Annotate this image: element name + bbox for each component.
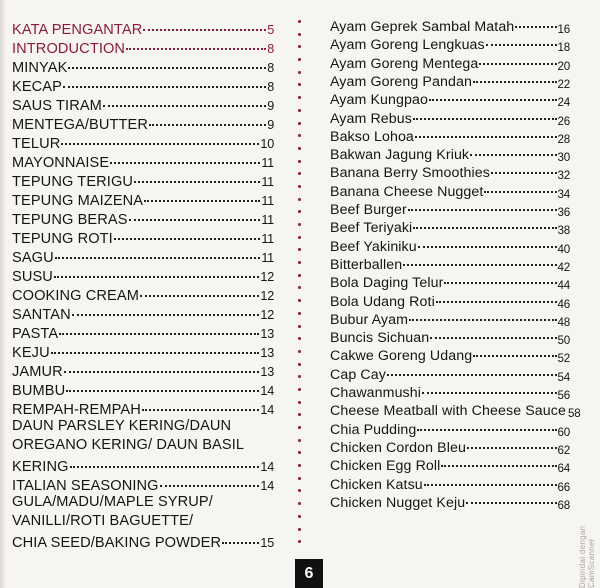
toc-entry-title: TEPUNG ROTI [12,231,113,247]
toc-entry-page: 26 [557,114,570,128]
dot-leader [415,122,557,138]
dot-leader [430,323,556,339]
toc-entry-title: SANTAN [12,307,71,323]
toc-entry-page: 10 [260,137,274,151]
toc-entry-title: Cakwe Goreng Udang [330,348,473,365]
toc-entry-page: 13 [260,365,274,379]
divider-dot [298,198,301,201]
toc-entry-page: 42 [557,260,570,274]
dot-leader [441,451,556,467]
toc-entry-title: TELUR [12,136,61,152]
toc-entry-page: 8 [267,80,274,94]
divider-dot [298,96,301,99]
toc-entry-page: 58 [567,407,581,421]
dot-leader [436,287,557,303]
toc-entry-title: COOKING CREAM [12,288,139,304]
divider-dot [298,20,301,23]
dot-leader [444,268,556,284]
toc-entry-title: SAGU [12,250,54,266]
dot-leader [129,205,261,221]
toc-entry[interactable] [12,398,274,419]
dot-leader [387,360,557,376]
dot-leader [61,129,259,145]
toc-entry-title: KECAP [12,79,62,95]
dot-leader [413,213,556,229]
dot-leader [134,167,260,183]
toc-entry-page: 11 [261,194,274,208]
toc-entry-page: 14 [260,460,274,474]
divider-dot [298,299,301,302]
dot-leader [110,148,260,164]
toc-entry-page: 5 [267,23,274,37]
toc-entry[interactable] [12,493,274,511]
toc-entry[interactable] [12,417,274,435]
divider-dot [298,185,301,188]
toc-entry-title: TEPUNG BERAS [12,212,128,228]
toc-entry-title: Chicken Cordon Bleu [330,439,466,456]
dot-leader [422,378,557,394]
toc-entry-page: 11 [261,175,274,189]
toc-entry-title: KEJU [12,345,50,361]
divider-dot [298,160,301,163]
dot-leader [126,34,266,50]
dot-leader [144,186,260,202]
toc-entry-page: 46 [557,297,570,311]
toc-entry-title: ITALIAN SEASONING [12,478,159,494]
toc-entry-page: 14 [260,384,274,398]
toc-entry-title: Bubur Ayam [330,311,409,328]
dot-leader [63,72,266,88]
toc-entry-title: Cap Cay [330,366,386,383]
toc-entry-title: VANILLI/ROTI BAGUETTE/ [12,513,194,529]
toc-entry-page: 20 [557,59,570,73]
divider-dot [298,33,301,36]
dot-leader [70,452,260,468]
toc-entry-title: OREGANO KERING/ DAUN BASIL [12,437,245,453]
dot-leader [64,357,260,373]
dot-leader [55,243,261,259]
dot-leader [486,30,557,46]
dot-leader [103,91,266,107]
scanner-watermark: Dipindai dengan CamScanner [578,525,596,588]
toc-entry-title: INTRODUCTION [12,41,126,57]
toc-entry-title: Ayam Geprek Sambal Matah [330,19,515,35]
divider-dot [298,83,301,86]
toc-entry-page: 13 [260,327,274,341]
dot-leader [160,471,260,487]
toc-entry-page: 11 [261,251,274,265]
toc-entry-title: Banana Berry Smoothies [330,165,490,182]
divider-dot [298,413,301,416]
toc-entry-title: Chia Pudding [330,421,417,438]
toc-entry-title: KATA PENGANTAR [12,22,143,38]
dot-leader [470,140,556,156]
toc-entry-page: 40 [557,242,570,256]
toc-entry-title: Buncis Sichuan [330,330,430,347]
dot-leader [72,300,260,316]
toc-entry-page: 15 [260,536,274,550]
toc-entry-page: 44 [557,279,570,293]
toc-entry-title: Bola Daging Telur [330,275,444,292]
divider-dot [298,515,301,518]
toc-entry-page: 66 [557,480,570,494]
divider-dot [298,45,301,48]
toc-entry-page: 22 [557,77,570,91]
toc-entry-title: Chawanmushi [330,385,421,401]
toc-entry-title: Chicken Egg Roll [330,458,441,475]
toc-entry-title: Chicken Nugget Keju [330,494,466,511]
dot-leader [66,376,259,392]
toc-entry-title: MAYONNAISE [12,155,110,171]
toc-entry-page: 12 [260,308,274,322]
toc-entry-title: GULA/MADU/MAPLE SYRUP/ [12,494,213,510]
toc-entry-page: 14 [260,403,274,417]
dot-leader [484,177,556,193]
dot-leader [408,195,557,211]
divider-dot [298,363,301,366]
toc-entry-page: 13 [260,346,274,360]
toc-entry-page: 56 [557,389,570,402]
dot-leader [491,158,557,174]
toc-entry-title: BUMBU [12,383,66,399]
toc-entry-page: 50 [557,334,570,348]
dot-leader [467,433,557,449]
dot-leader [473,341,556,357]
toc-entry-title: Ayam Goreng Lengkuas [330,37,485,54]
dot-leader [424,470,557,486]
toc-entry-page: 11 [261,232,274,246]
divider-dot [298,134,301,137]
divider-dot [298,312,301,315]
toc-entry-title: Bola Udang Roti [330,293,435,310]
toc-entry-title: Ayam Rebus [330,110,412,127]
toc-entry-title: Ayam Kungpao [330,92,428,109]
divider-dot [298,451,301,454]
dot-leader [59,319,259,335]
toc-entry-page: 54 [557,370,570,384]
toc-entry-title: Beef Yakiniku [330,238,417,255]
toc-entry-page: 18 [557,41,570,55]
toc-entry[interactable] [330,491,570,513]
dot-leader [413,104,557,120]
dot-leader [54,262,259,278]
page-edge-shadow [0,0,6,588]
divider-dot [298,172,301,175]
divider-dot [298,375,301,378]
divider-dot [298,248,301,251]
dot-leader [403,250,556,266]
divider-dot [298,286,301,289]
toc-entry-title: Bakso Lohoa [330,128,414,145]
toc-entry-page: 32 [557,169,570,183]
divider-dot [298,426,301,429]
dot-leader [515,12,556,28]
divider-dot [298,236,301,239]
toc-entry-title: CHIA SEED/BAKING POWDER [12,535,222,551]
dot-leader [149,110,266,126]
divider-dot [298,439,301,442]
toc-entry[interactable] [12,474,274,495]
toc-entry-page: 60 [557,425,570,439]
divider-dot [298,122,301,125]
toc-entry[interactable] [12,531,274,552]
toc-entry-page: 38 [557,224,570,238]
toc-entry-page: 16 [557,23,570,36]
divider-dot [298,401,301,404]
toc-entry-page: 8 [267,42,274,56]
dot-leader [417,415,556,431]
divider-dot [298,464,301,467]
divider-dot [298,337,301,340]
toc-entry-page: 30 [557,151,570,165]
divider-dot [298,210,301,213]
dot-leader [143,15,266,31]
divider-dot [298,109,301,112]
toc-entry-title: Ayam Goreng Mentega [330,55,479,72]
toc-entry-title: Chicken Katsu [330,476,423,493]
toc-entry-page: 11 [261,213,274,227]
dot-leader [479,49,556,65]
divider-dot [298,350,301,353]
divider-dot [298,274,301,277]
toc-entry-title: SAUS TIRAM [12,98,102,114]
toc-entry-page: 9 [267,99,274,113]
toc-entry-page: 12 [260,270,274,284]
toc-entry-page: 62 [557,443,570,457]
toc-entry-title: TEPUNG TERIGU [12,174,134,190]
toc-entry-page: 9 [267,118,274,132]
dot-leader [142,395,260,411]
divider-dot [298,261,301,264]
toc-entry-title: KERING [12,459,69,475]
toc-entry-title: PASTA [12,326,59,342]
toc-entry-title: MENTEGA/BUTTER [12,117,148,133]
toc-entry-title: Ayam Goreng Pandan [330,73,472,90]
toc-entry-page: 28 [557,132,570,146]
divider-dot [298,71,301,74]
toc-entry-page: 36 [557,206,570,219]
dot-leader [114,224,260,240]
divider-dot [298,489,301,492]
dot-leader [51,338,260,354]
divider-dot [298,540,301,543]
toc-entry-title: MINYAK [12,60,68,76]
divider-dot [298,58,301,61]
dot-leader [222,528,259,544]
toc-entry-page: 34 [557,187,570,201]
toc-entry-page: 12 [260,289,274,303]
toc-entry-title: SUSU [12,269,53,285]
divider-dot [298,325,301,328]
dot-leader [429,85,557,101]
toc-entry-title: Beef Burger [330,202,407,218]
toc-entry-page: 24 [557,96,570,110]
divider-dot [298,388,301,391]
toc-entry-title: Bitterballen [330,256,403,273]
toc-entry-title: DAUN PARSLEY KERING/DAUN [12,418,232,434]
toc-entry-page: 14 [260,479,274,493]
divider-dot [298,477,301,480]
toc-entry-title: Bakwan Jagung Kriuk [330,147,470,164]
dot-leader [473,67,557,83]
toc-entry-page: 68 [557,498,570,512]
divider-dot [298,528,301,531]
toc-entry-title: JAMUR [12,364,63,380]
toc-entry-page: 48 [557,315,570,329]
toc-entry-page: 52 [557,352,570,366]
dot-leader [466,488,556,504]
dot-leader [68,53,266,69]
divider-dot [298,223,301,226]
toc-entry-title: Beef Teriyaki [330,220,413,237]
toc-entry-page: 11 [261,156,274,170]
divider-dot [298,147,301,150]
toc-entry-title: TEPUNG MAIZENA [12,193,144,209]
dot-leader [409,305,556,321]
divider-dot [298,502,301,505]
toc-entry-title: Cheese Meatball with Cheese Sauce [330,403,566,420]
dot-leader [418,232,557,248]
dot-leader [140,281,259,297]
toc-entry-page: 8 [267,61,274,75]
toc-entry-title: Banana Cheese Nugget [330,183,484,200]
toc-entry-title: REMPAH-REMPAH [12,402,141,418]
column-divider [296,20,302,580]
toc-entry-page: 64 [557,462,570,476]
page-number: 6 [295,559,323,588]
